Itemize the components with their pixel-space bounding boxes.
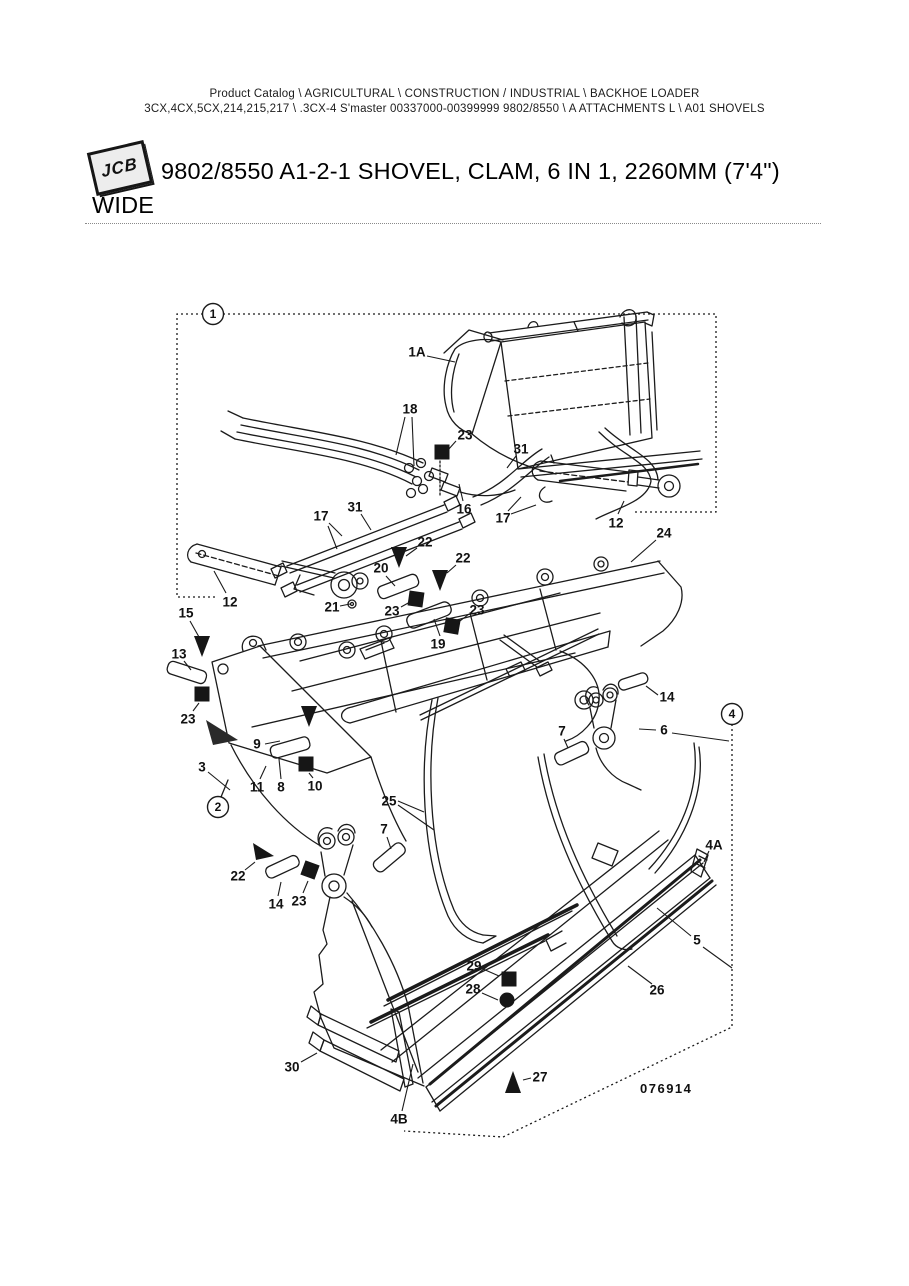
callout-label-4B: 4B [390, 1111, 408, 1127]
callout-label-28: 28 [465, 981, 481, 997]
marker-square [443, 617, 460, 634]
callout-leader [309, 773, 313, 778]
marker-triangle-down [301, 706, 317, 727]
callout-label-22: 22 [230, 868, 246, 884]
page-title: 9802/8550 A1-2-1 SHOVEL, CLAM, 6 IN 1, 2260MM (7'4") [161, 158, 780, 184]
callout-leader [703, 947, 732, 968]
callout-leader [523, 1078, 531, 1080]
callout-label-22: 22 [455, 550, 471, 566]
callout-leader [361, 514, 371, 530]
callout-label-5: 5 [693, 932, 701, 948]
circled-callout-2: 2 [214, 800, 222, 814]
callout-label-6: 6 [660, 722, 668, 738]
callout-label-23: 23 [384, 603, 400, 619]
callout-label-24: 24 [656, 525, 672, 541]
callout-leader [303, 881, 308, 893]
callout-leader [301, 1053, 317, 1062]
callout-leader [508, 497, 521, 511]
callout-label-16: 16 [456, 501, 472, 517]
callout-leader [398, 801, 424, 812]
callout-label-3: 3 [198, 759, 206, 775]
callout-label-4A: 4A [705, 837, 723, 853]
circled-callout-4: 4 [728, 707, 736, 721]
callout-label-21: 21 [324, 599, 340, 615]
callout-label-17: 17 [495, 510, 511, 526]
callout-leader [672, 733, 729, 741]
marker-triangle-right [253, 843, 274, 860]
callout-leader [618, 501, 624, 514]
shovel-line-art [166, 310, 716, 1111]
callout-label-1A: 1A [408, 344, 426, 360]
callout-label-27: 27 [532, 1069, 548, 1085]
callout-leader [447, 565, 456, 573]
callout-leader [483, 969, 499, 976]
figure-number: 076914 [640, 1081, 693, 1096]
circled-callout-1: 1 [209, 307, 217, 321]
callout-leader [214, 571, 226, 593]
callout-label-14: 14 [268, 896, 284, 912]
breadcrumb-line-1[interactable]: Product Catalog \ AGRICULTURAL \ CONSTRUCTION / INDUSTRIAL \ BACKHOE LOADER [209, 88, 700, 100]
callout-label-8: 8 [277, 779, 285, 795]
callout-leader [278, 882, 281, 896]
callout-label-29: 29 [466, 958, 482, 974]
callout-leader [639, 729, 656, 730]
callout-label-14: 14 [659, 689, 675, 705]
callout-label-20: 20 [373, 560, 389, 576]
marker-triangle-down [391, 547, 407, 568]
callout-leader [402, 1064, 413, 1111]
callout-label-11: 11 [249, 779, 265, 795]
callout-leader [245, 862, 255, 870]
callout-label-18: 18 [402, 401, 418, 417]
callout-label-12: 12 [222, 594, 238, 610]
callout-label-7: 7 [380, 821, 388, 837]
callout-label-23: 23 [291, 893, 307, 909]
marker-triangle-down [194, 636, 210, 657]
callout-leader [631, 540, 656, 562]
callout-leader [208, 772, 230, 790]
callout-label-23: 23 [180, 711, 196, 727]
callout-label-31: 31 [347, 499, 363, 515]
callout-leader [190, 621, 199, 637]
callout-leader [628, 966, 652, 984]
marker-triangle-down [432, 570, 448, 591]
callout-label-9: 9 [253, 736, 261, 752]
callout-label-10: 10 [307, 778, 323, 794]
callout-leader [265, 741, 280, 744]
callout-leader [482, 993, 498, 1000]
marker-dot [500, 993, 515, 1008]
callout-label-17: 17 [313, 508, 329, 524]
callout-label-23: 23 [469, 602, 485, 618]
marker-triangle-up [505, 1071, 521, 1093]
callout-label-25: 25 [381, 793, 397, 809]
callout-label-13: 13 [171, 646, 187, 662]
group-4-line [404, 724, 732, 1137]
callout-leader [193, 703, 199, 711]
callout-leader [260, 766, 266, 779]
marker-square [195, 687, 210, 702]
callout-label-12: 12 [608, 515, 624, 531]
callout-label-19: 19 [430, 636, 446, 652]
callout-leader [396, 417, 405, 455]
breadcrumb-line-2[interactable]: 3CX,4CX,5CX,214,215,217 \ .3CX-4 S'master 00337000-00399999 9802/8550 \ A ATTACHMENTS L \ A01 SHOVELS [144, 102, 765, 115]
callout-label-30: 30 [284, 1059, 300, 1075]
callout-label-15: 15 [178, 605, 194, 621]
callout-leader [511, 505, 536, 514]
callout-label-7: 7 [558, 723, 566, 739]
callout-label-22: 22 [417, 534, 433, 550]
marker-square [502, 972, 517, 987]
marker-square [300, 860, 319, 879]
callout-leader [279, 759, 281, 779]
jcb-logo-text: JCB [100, 153, 140, 182]
marker-square [435, 445, 450, 460]
callout-label-31: 31 [513, 441, 529, 457]
callout-label-23: 23 [457, 427, 473, 443]
callout-labels [171, 345, 722, 1127]
page-title-line2: WIDE [92, 192, 155, 218]
circled-callouts [203, 304, 743, 818]
callout-leader [646, 686, 658, 695]
marker-square [299, 757, 314, 772]
callout-label-26: 26 [649, 982, 665, 998]
callout-leader [387, 837, 391, 849]
marker-square [408, 591, 425, 608]
